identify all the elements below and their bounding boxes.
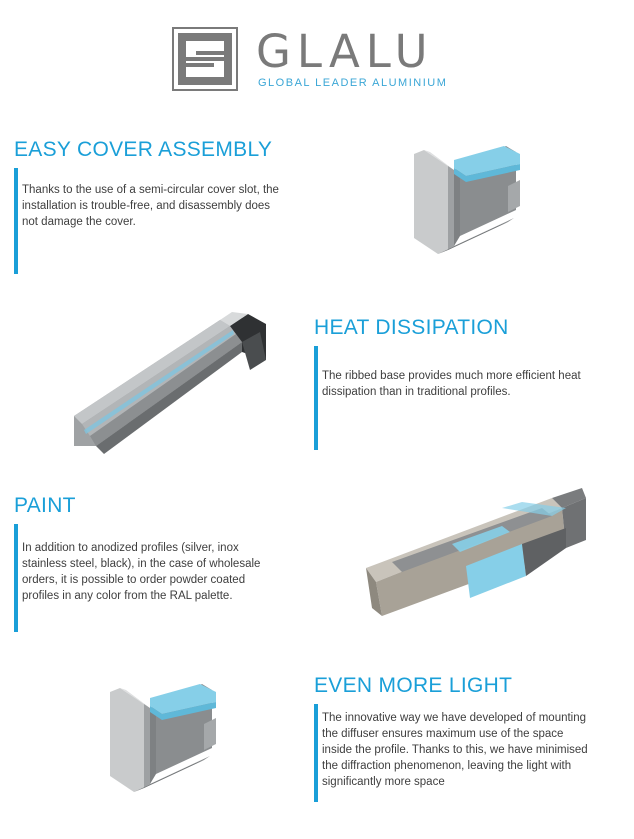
section-title: HEAT DISSIPATION [314,316,509,339]
section-even-more-light [314,674,594,802]
section-text: The ribbed base provides much more efficient heat dissipation than in traditional profiles. [322,370,581,398]
painted-profile-image [362,488,588,620]
brand-logo [172,27,462,93]
accent-bar [14,168,18,274]
section-text: The innovative way we have developed of mounting the diffuser ensures maximum use of the space inside the profile. Thanks to this, we have minimised the diffraction phenomenon, leaving the light with significantly more space [322,712,588,788]
section-title: EASY COVER ASSEMBLY [14,138,273,161]
section-body [314,704,594,802]
section-body [314,346,584,450]
section-body [14,524,284,632]
u-profile-cover-image [408,146,528,258]
accent-bar [314,346,318,450]
section-easy-cover-assembly [14,138,284,274]
section-title: EVEN MORE LIGHT [314,674,513,697]
accent-bar [314,704,318,802]
logo-tagline: GLOBAL LEADER ALUMINIUM [258,77,448,89]
u-profile-diffuser-image [104,684,224,796]
section-text: Thanks to the use of a semi-circular cover slot, the installation is trouble-free, and disassembly does not damage the cover. [22,184,279,228]
glalu-logo-icon [172,27,238,91]
ribbed-profile-image [70,312,270,458]
section-title: PAINT [14,494,76,517]
logo-wordmark: GLALU [256,25,434,78]
section-heat-dissipation [314,316,584,450]
section-text: In addition to anodized profiles (silver, inox stainless steel, black), in the case of wholesale orders, it is possible to order powder coated profiles in any color from the RAL palette. [22,542,261,602]
section-body [14,168,284,274]
section-paint [14,494,284,632]
accent-bar [14,524,18,632]
